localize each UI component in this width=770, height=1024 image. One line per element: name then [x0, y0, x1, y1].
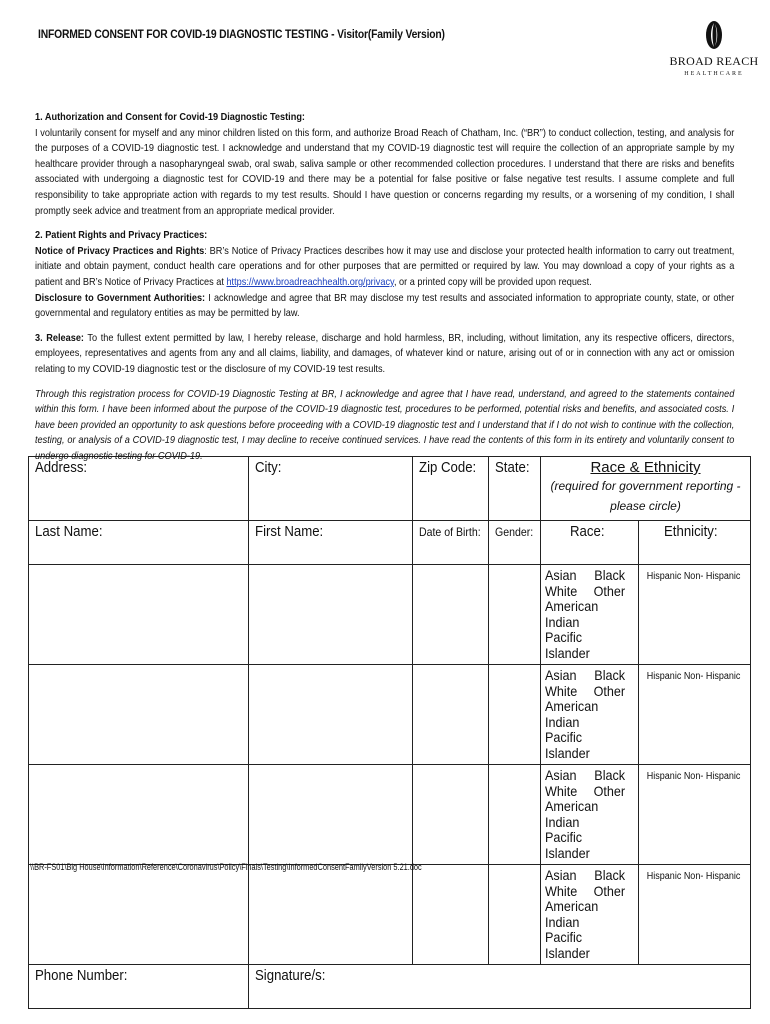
- dob-cell[interactable]: [413, 665, 489, 765]
- logo-name: BROAD REACH: [669, 54, 759, 68]
- privacy-notice-text-b: , or a printed copy will be provided upon request.: [393, 276, 592, 288]
- document-title: INFORMED CONSENT FOR COVID-19 DIAGNOSTIC TESTING - Visitor(Family Version): [38, 27, 445, 41]
- dob-cell[interactable]: [413, 765, 489, 865]
- file-path-footer: \\BR-FS01\Big House\Information\Reference\Coronavirus\Policy\Finals\Testing\InformedConsentFamilyVersion 5.21.doc: [30, 862, 422, 872]
- race-options[interactable]: Asian Black White Other American Indian Pacific Islander: [541, 765, 639, 865]
- logo-mark-icon: [705, 20, 723, 50]
- ethnicity-options[interactable]: Hispanic Non- Hispanic: [639, 865, 751, 965]
- broad-reach-logo: [668, 20, 760, 77]
- consent-body: [35, 110, 735, 464]
- gender-header: Gender:: [489, 521, 541, 565]
- section-1-title: 1. Authorization and Consent for Covid-19 Diagnostic Testing:: [35, 112, 305, 123]
- state-field[interactable]: State:: [489, 457, 541, 521]
- race-ethnicity-header: Race & Ethnicity (required for government reporting - please circle): [541, 457, 751, 521]
- section-3-text: To the fullest extent permitted by law, I hereby release, discharge and hold harmless, BR, including, without limitation, any its respective officers, directors, employees, representatives and agents from any and all claims, liability, and damages, of whatever kind or nature, arising out of or in connection with any act or omission relating to my COVID-19 diagnostic test or the disclosure of my COVID-19 test results.: [35, 332, 735, 375]
- section-2-title: 2. Patient Rights and Privacy Practices:: [35, 230, 208, 242]
- privacy-notice-label: Notice of Privacy Practices and Rights: [35, 245, 205, 257]
- last-name-cell[interactable]: [29, 565, 249, 665]
- table-row: [29, 565, 751, 665]
- logo-subtitle: HEALTHCARE: [684, 71, 744, 77]
- dob-cell[interactable]: [413, 865, 489, 965]
- disclosure-text: I acknowledge and agree that BR may disclose my test results and associated information to appropriate county, state, or other governmental and regulatory entities as may be permitted by law.: [35, 292, 735, 320]
- ethnicity-header: Ethnicity:: [639, 521, 751, 565]
- section-1-text: I voluntarily consent for myself and any minor children listed on this form, and authorize Broad Reach of Chatham, Inc. (“BR”) to conduct collection, testing, and analysis for the purposes of a COVID-19 diagnostic test. I acknowledge and understand that my COVID-19 diagnostic test will require the collection of an appropriate sample by my healthcare provider through a nasopharyngeal swab, oral swab, saliva sample or other recommended collection procedures. I understand that there are risks and benefits associated with undergoing a diagnostic test for COVID-19 and there may be a potential for false positive or false negative test results. I assume complete and full responsibility to take appropriate action with regards to my test results. Should I have question or concerns regarding my results, or a worsening of my condition, I shall promptly seek advice and treatment from an appropriate medical provider.: [35, 127, 735, 217]
- zip-field[interactable]: Zip Code:: [413, 457, 489, 521]
- table-row: [29, 865, 751, 965]
- race-note: (required for government reporting - please circle): [550, 479, 741, 513]
- last-name-cell[interactable]: [29, 765, 249, 865]
- gender-cell[interactable]: [489, 665, 541, 765]
- first-name-cell[interactable]: [249, 865, 413, 965]
- first-name-cell[interactable]: [249, 765, 413, 865]
- last-name-cell[interactable]: [29, 865, 249, 965]
- race-options[interactable]: Asian Black White Other American Indian Pacific Islander: [541, 565, 639, 665]
- signature-field[interactable]: Signature/s:: [249, 965, 751, 1009]
- dob-header: Date of Birth:: [413, 521, 489, 565]
- phone-field[interactable]: Phone Number:: [29, 965, 249, 1009]
- registration-table: [28, 456, 751, 1009]
- race-header: Race:: [541, 521, 639, 565]
- gender-cell[interactable]: [489, 765, 541, 865]
- ethnicity-options[interactable]: Hispanic Non- Hispanic: [639, 665, 751, 765]
- city-field[interactable]: City:: [249, 457, 413, 521]
- race-options[interactable]: Asian Black White Other American Indian Pacific Islander: [541, 665, 639, 765]
- last-name-cell[interactable]: [29, 665, 249, 765]
- section-3-title: 3. Release:: [35, 332, 84, 344]
- closing-statement: Through this registration process for COVID-19 Diagnostic Testing at BR, I acknowledge and agree that I have read, understand, and agreed to the statements contained within this form. I have been informed about the purpose of the COVID-19 diagnostic test, procedures to be performed, potential risks and benefits, and associated costs. I have been provided an opportunity to ask questions before proceeding with a COVID-19 diagnostic test and I understand that if I do not wish to continue with the collection, testing, or analysis of a COVID-19 diagnostic test, I may decline to receive continued services. I have read the contents of this form in its entirety and voluntarily consent to undergo diagnostic testing for COVID-19.: [35, 388, 735, 462]
- first-name-cell[interactable]: [249, 565, 413, 665]
- last-name-header: Last Name:: [29, 521, 249, 565]
- first-name-cell[interactable]: [249, 665, 413, 765]
- privacy-link[interactable]: https://www.broadreachhealth.org/privacy: [226, 276, 394, 288]
- dob-cell[interactable]: [413, 565, 489, 665]
- disclosure-label: Disclosure to Government Authorities:: [35, 292, 206, 304]
- race-options[interactable]: Asian Black White Other American Indian Pacific Islander: [541, 865, 639, 965]
- table-row: [29, 665, 751, 765]
- table-row: [29, 765, 751, 865]
- privacy-notice-text-a: : BR’s Notice of Privacy Practices describes how it may use and disclose your protected health information to carry out treatment, initiate and obtain payment, conduct health care operations and for other purposes that are permitted or required by law. You may download a copy of your rights as a patient and BR’s Notice of Privacy Practices at: [35, 245, 735, 288]
- ethnicity-options[interactable]: Hispanic Non- Hispanic: [639, 565, 751, 665]
- ethnicity-options[interactable]: Hispanic Non- Hispanic: [639, 765, 751, 865]
- gender-cell[interactable]: [489, 565, 541, 665]
- address-field[interactable]: Address:: [29, 457, 249, 521]
- gender-cell[interactable]: [489, 865, 541, 965]
- first-name-header: First Name:: [249, 521, 413, 565]
